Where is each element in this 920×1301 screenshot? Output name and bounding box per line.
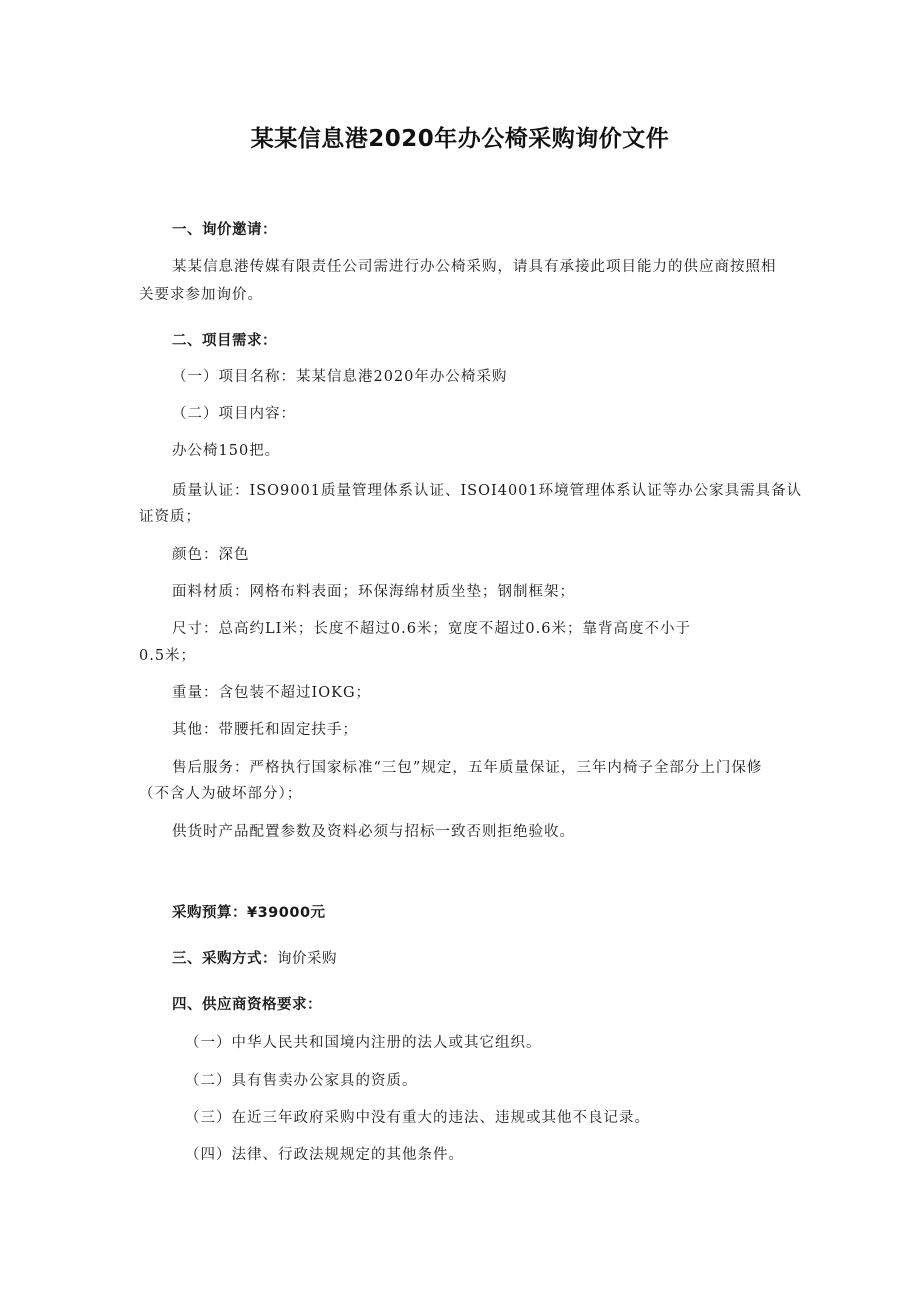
color-text: 颜色：深色 — [172, 547, 250, 563]
qualification-item: （四）法律、行政法规规定的其他条件。 — [185, 1147, 464, 1163]
section1-heading: 一、询价邀请： — [172, 222, 277, 238]
size-line1: 尺寸：总高约LI米；长度不超过0.6米；宽度不超过0.6米；靠背高度不小于 — [172, 621, 691, 637]
after-sales-line2: （不含人为破坏部分）； — [139, 786, 303, 802]
section3-heading: 三、采购方式： — [172, 951, 277, 967]
section2-heading: 二、项目需求： — [172, 333, 277, 349]
budget-value: ¥39000元 — [247, 905, 326, 921]
certification-line1: 质量认证：ISO9001质量管理体系认证、ISOI4001环境管理体系认证等办公家具需具备认 — [172, 483, 803, 499]
certification-line2: 证资质； — [139, 509, 201, 525]
section1-body-line2: 关要求参加询价。 — [139, 287, 263, 303]
other-text: 其他：带腰托和固定扶手； — [172, 722, 358, 738]
qualification-item: （一）中华人民共和国境内注册的法人或其它组织。 — [185, 1035, 542, 1051]
after-sales-line1: 售后服务：严格执行国家标准“三包”规定，五年质量保证，三年内椅子全部分上门保修 — [172, 760, 763, 776]
section4-heading: 四、供应商资格要求： — [172, 997, 322, 1013]
qualification-item: （二）具有售卖办公家具的资质。 — [185, 1073, 418, 1089]
budget-line — [172, 903, 326, 923]
budget-label: 采购预算： — [172, 905, 247, 921]
quantity-text: 办公椅150把。 — [172, 443, 281, 459]
delivery-text: 供货时产品配置参数及资料必须与招标一致否则拒绝验收。 — [172, 824, 575, 840]
project-name: （一）项目名称：某某信息港2020年办公椅采购 — [172, 369, 508, 385]
qualification-item: （三）在近三年政府采购中没有重大的违法、违规或其他不良记录。 — [185, 1110, 650, 1126]
size-line2: 0.5米； — [139, 648, 197, 664]
project-content-label: （二）项目内容： — [172, 406, 296, 422]
document-title: 某某信息港2020年办公椅采购询价文件 — [250, 126, 670, 152]
weight-text: 重量：含包装不超过IOKG； — [172, 685, 372, 701]
section1-body-line1: 某某信息港传媒有限责任公司需进行办公椅采购，请具有承接此项目能力的供应商按照相 — [172, 259, 777, 275]
procurement-method: 询价采购 — [277, 951, 337, 967]
section3-line — [172, 949, 337, 969]
material-text: 面料材质：网格布料表面；环保海绵材质坐垫；钢制框架； — [172, 584, 575, 600]
